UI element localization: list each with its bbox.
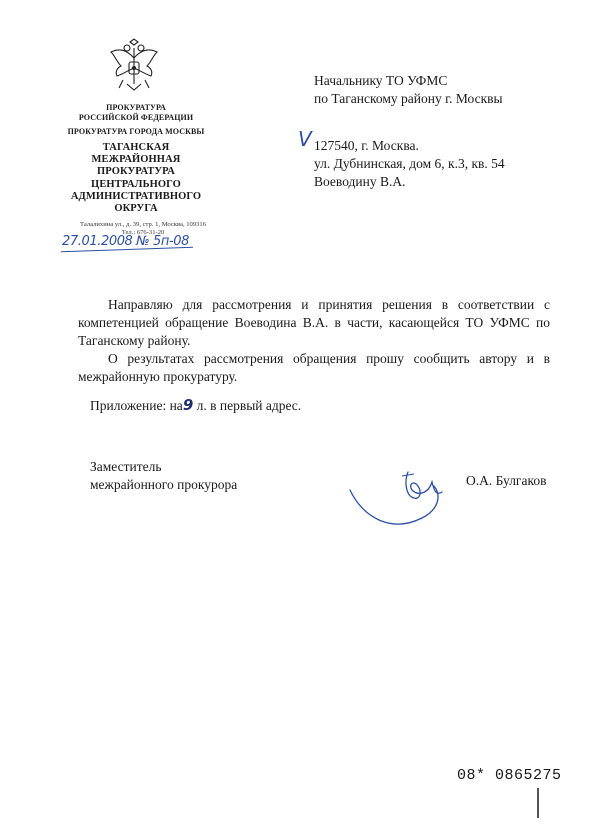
russian-coat-of-arms-icon	[105, 38, 163, 96]
attachment-page-count: 9	[182, 396, 194, 414]
registration-number: 27.01.2008 № 5п-08	[62, 234, 190, 249]
body-paragraph-2: О результатах рассмотрения обращения прошу сообщить автору и в межрайонную прокуратуру.	[78, 351, 550, 384]
recipient-line-1: Начальнику ТО УФМС	[314, 73, 448, 88]
recipient-line-2: по Таганскому району г. Москвы	[314, 91, 503, 106]
signer-position-line-2: межрайонного прокурора	[90, 477, 238, 492]
attachment-suffix: л. в первый адрес.	[193, 398, 302, 413]
org-city-name: ПРОКУРАТУРА ГОРОДА МОСКВЫ	[67, 127, 205, 136]
attachment-prefix: Приложение: на	[90, 398, 183, 413]
attachment-line	[90, 396, 301, 414]
org-parent-name: ПРОКУРАТУРА РОССИЙСКОЙ ФЕДЕРАЦИИ	[78, 103, 194, 122]
org-district-name: ТАГАНСКАЯ МЕЖРАЙОННАЯ ПРОКУРАТУРА ЦЕНТРАЛЬНОГО АДМИНИСТРАТИВНОГО ОКРУГА	[70, 142, 202, 215]
author-address-line-2: ул. Дубнинская, дом 6, к.3, кв. 54	[314, 156, 505, 171]
body-paragraph-1: Направляю для рассмотрения и принятия решения в соответствии с компетенцией обращение Воеводина В.А. в части, касающейся ТО УФМС по Таганскому району.	[78, 297, 550, 348]
document-serial-number: 08* 0865275	[457, 767, 562, 784]
scan-edge-mark	[537, 788, 539, 818]
signer-position-line-1: Заместитель	[90, 459, 162, 474]
author-address-line-1: 127540, г. Москва.	[314, 138, 419, 153]
author-name: Воеводину В.А.	[314, 174, 406, 189]
check-mark-icon: V	[298, 127, 312, 151]
signer-name: О.А. Булгаков	[466, 473, 547, 488]
handwritten-signature	[342, 456, 452, 536]
org-address: Талалихина ул., д. 39, стр. 1, Москва, 109316 Тел.: 676-31-20	[79, 221, 207, 236]
